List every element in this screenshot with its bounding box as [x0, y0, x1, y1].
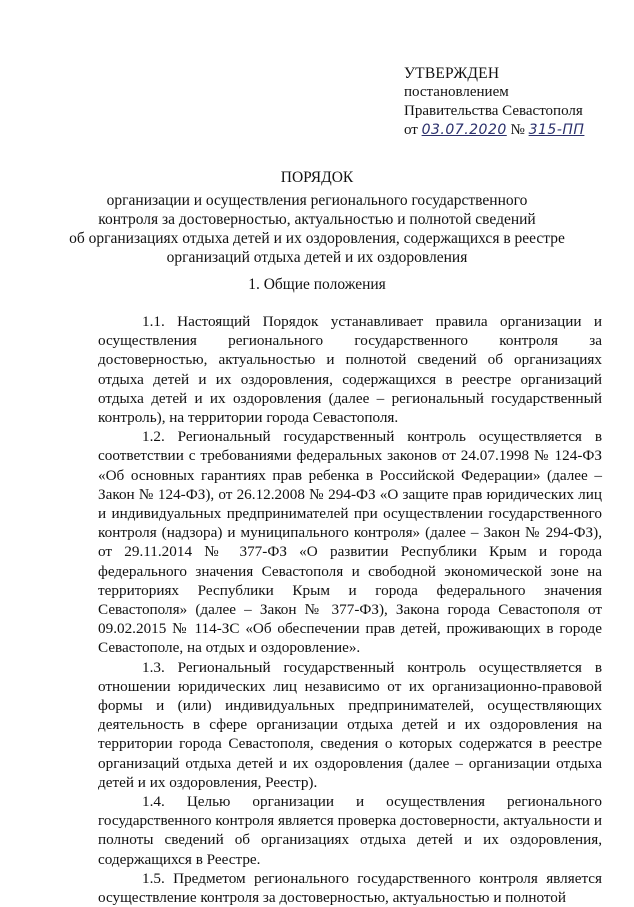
paragraph-1-4: 1.4. Целью организации и осуществления регионального государственного контроля является проверка достоверности, актуальности и полноты сведений об организациях отдыха детей и их оздоровления, содержащихся в Реестре. — [98, 793, 602, 868]
handwritten-number: 315-ПП — [528, 122, 585, 138]
approval-date-line — [404, 121, 584, 140]
subtitle-line: организации и осуществления регионального государственного — [106, 192, 528, 209]
section-heading: 1. Общие положения — [248, 276, 386, 293]
handwritten-date: 03.07.2020 — [421, 122, 507, 138]
document-body — [98, 312, 602, 907]
paragraph-1-3: 1.3. Региональный государственный контроль осуществляется в отношении юридических лиц независимо от их организационно-правовой формы и (или) индивидуальных предпринимателей, осуществляющих деятельность в сфере организации отдыха детей и их оздоровления на территории города Севастополя, сведения о которых содержатся в реестре организаций отдыха детей и их оздоровления (далее – организации отдыха детей и их оздоровления, Реестр). — [98, 658, 602, 791]
subtitle-line: контроля за достоверностью, актуальностью и полнотой сведений — [98, 211, 536, 228]
paragraph-1-2: 1.2. Региональный государственный контроль осуществляется в соответствии с требованиями федеральных законов от 24.07.1998 № 124-ФЗ «Об основных гарантиях прав ребенка в Российской Федерации» (далее – Закон № 124-ФЗ), от 26.12.2008 № 294-ФЗ «О защите прав юридических лиц и индивидуальных предпринимателей при осуществлении государственного контроля (надзора) и муниципального контроля» (далее – Закон № 294-ФЗ), от 29.11.2014 № 377-ФЗ «О развитии Республики Крым и города федерального значения Севастополя и свободной экономической зоне на территориях Республики Крым и города федерального значения Севастополя» (далее – Закон № 377-ФЗ), Закона города Севастополя от 09.02.2015 № 114-ЗС «Об обеспечении прав детей, проживающих в городе Севастополе, на отдых и оздоровление». — [98, 428, 602, 657]
date-prefix: от — [404, 122, 418, 138]
approval-title: УТВЕРЖДЕН — [404, 65, 500, 82]
approval-stamp — [404, 64, 584, 140]
subtitle-line: об организациях отдыха детей и их оздоровления, содержащихся в реестре — [69, 230, 565, 247]
document-title: ПОРЯДОК — [280, 169, 354, 186]
paragraph-1-5: 1.5. Предметом регионального государственного контроля является осуществление контроля за достоверностью, актуальностью и полнотой — [98, 869, 602, 907]
number-prefix: № — [510, 122, 525, 138]
approval-line-1: постановлением — [404, 84, 509, 100]
document-subtitle — [0, 191, 634, 267]
paragraph-1-1: 1.1. Настоящий Порядок устанавливает правила организации и осуществления регионального государственного контроля за достоверностью, актуальностью и полнотой сведений об организациях отдыха детей и их оздоровления, содержащихся в реестре организаций отдыха детей и их оздоровления (далее – региональный государственный контроль), на территории города Севастополя. — [98, 313, 602, 427]
approval-line-2: Правительства Севастополя — [404, 103, 583, 119]
subtitle-line: организаций отдыха детей и их оздоровления — [166, 249, 468, 266]
